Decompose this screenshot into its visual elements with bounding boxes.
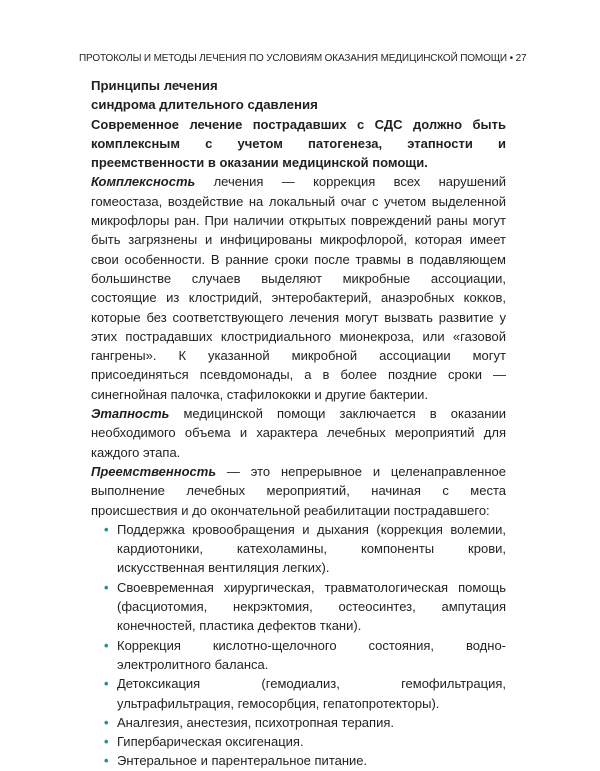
- list-item: • Аналгезия, анестезия, психотропная терапия.: [117, 713, 506, 732]
- complexity-paragraph: [91, 172, 506, 404]
- continuity-text: — это непрерывное и целенаправленное выполнение лечебных мероприятий, начиная с места происшествия и до окончательной реабилитации пострадавшего:: [91, 463, 506, 518]
- header-separator: •: [509, 53, 513, 64]
- list-item: • Поддержка кровообращения и дыхания (коррекция волемии, кардиотоники, катехоламины, компоненты крови, искусственная вентиляция легких).: [104, 521, 506, 576]
- treatment-list: [91, 520, 506, 771]
- bullet-icon: •: [104, 714, 109, 730]
- complexity-term: Комплексность: [91, 174, 196, 190]
- complexity-text: лечения — коррекция всех нарушений гомеостаза, воздействие на локальный очаг с учетом выделенной микрофлоры ран. При наличии открытых повреждений раны могут быть загрязнены и инфицированы микрофлорой, которая имеет свои особенности. В ранние сроки после травмы в подавляющем большинстве случаев выделяют микробные ассоциации, состоящие из клостридий, энтеробактерий, анаэробных кокков, которые без соответствующего лечения могут вызвать развитие у этих пострадавших клостридиального мионекроза, или «газовой гангрены». К указанной микробной ассоциации могут присоединяться псевдомонады, а в более поздние сроки — синегнойная палочка, стафилококки и другие бактерии.: [91, 174, 506, 402]
- staging-term: Этапность: [91, 406, 170, 422]
- section-title-line1: Принципы лечения: [91, 78, 218, 93]
- bullet-icon: •: [104, 521, 109, 537]
- bullet-icon: •: [104, 579, 109, 595]
- running-title: ПРОТОКОЛЫ И МЕТОДЫ ЛЕЧЕНИЯ ПО УСЛОВИЯМ ОКАЗАНИЯ МЕДИЦИНСКОЙ ПОМОЩИ: [79, 53, 507, 64]
- page-number: 27: [515, 53, 527, 64]
- bullet-icon: •: [104, 734, 109, 750]
- page-content: [91, 76, 506, 771]
- list-item: • Коррекция кислотно-щелочного состояния, водно-электролитного баланса.: [104, 637, 506, 672]
- staging-text: медицинской помощи заключается в оказании необходимого объема и характера лечебных мероприятий для каждого этапа.: [91, 406, 506, 460]
- lead-paragraph: Современное лечение пострадавших с СДС должно быть комплексным с учетом патогенеза, этапности и преемственности в оказании медицинской помощи.: [91, 116, 506, 171]
- section-title-line2: синдрома длительного сдавления: [91, 97, 318, 113]
- bullet-icon: •: [104, 637, 109, 653]
- bullet-icon: •: [104, 753, 109, 769]
- list-item: • Энтеральное и парентеральное питание.: [117, 751, 506, 770]
- list-item: • Своевременная хирургическая, травматологическая помощь (фасциотомия, некрэктомия, остеосинтез, ампутация конечностей, пластика дефектов ткани).: [104, 579, 506, 634]
- continuity-term: Преемственность: [91, 463, 217, 479]
- continuity-paragraph: [91, 462, 506, 520]
- list-item: • Гипербарическая оксигенация.: [117, 732, 506, 751]
- staging-paragraph: [91, 404, 506, 462]
- running-header: [79, 53, 527, 64]
- list-item: • Детоксикация (гемодиализ, гемофильтрация, ультрафильтрация, гемосорбция, гепатопротекторы).: [104, 676, 506, 711]
- bullet-icon: •: [104, 676, 109, 692]
